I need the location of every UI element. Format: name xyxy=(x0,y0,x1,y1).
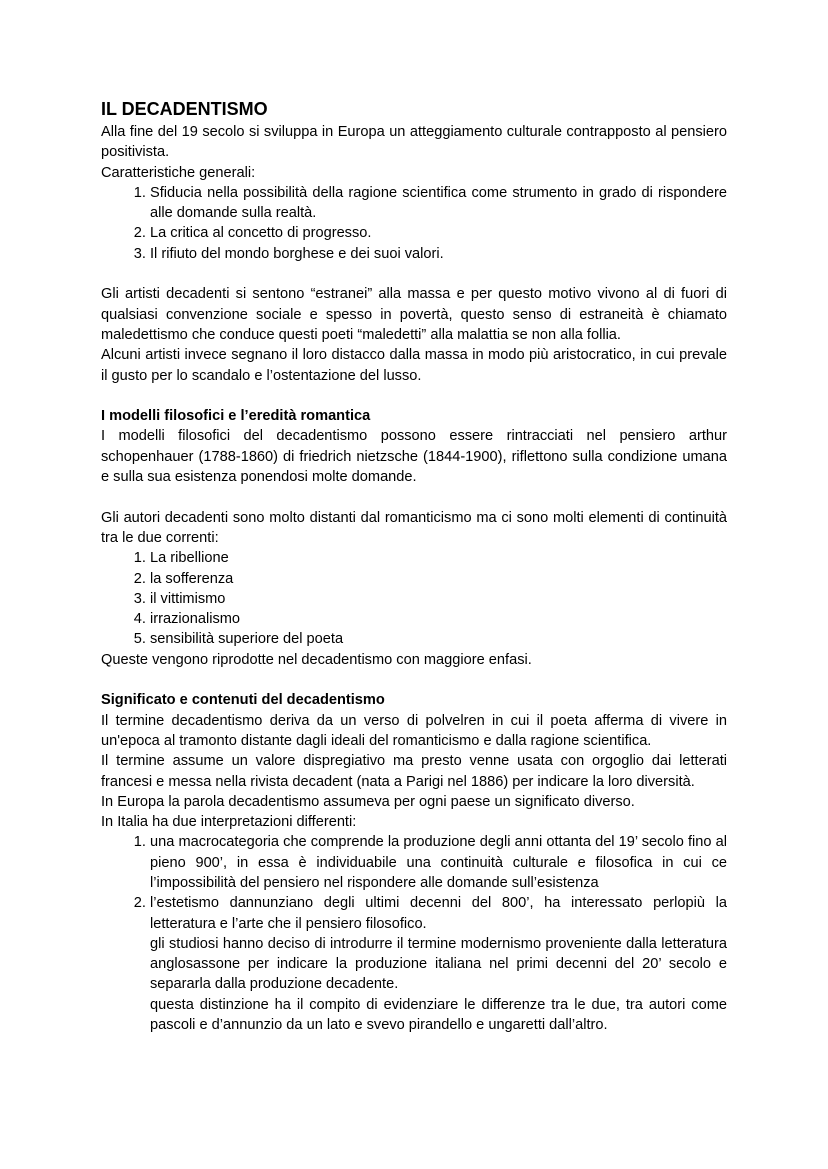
continuity-paragraph: Gli autori decadenti sono molto distanti dal romanticismo ma ci sono molti elementi di continuità tra le due correnti: xyxy=(101,509,727,546)
emphasis-paragraph: Queste vengono riprodotte nel decadentismo con maggiore enfasi. xyxy=(101,651,532,668)
section-heading: Significato e contenuti del decadentismo xyxy=(101,692,385,709)
list-item: 1. Sfiducia nella possibilità della ragione scientifica come strumento in grado di rispondere alle domande sulla realtà. xyxy=(150,183,727,224)
interpretations-list xyxy=(101,832,727,1035)
characteristics-list xyxy=(101,183,727,264)
list-item: 3. il vittimismo xyxy=(150,589,727,609)
meaning-paragraph: Il termine assume un valore dispregiativo ma presto venne usata con orgoglio dai letterati francesi e messa nella rivista decadent (nata a Parigi nel 1886) per indicare la loro diversità. xyxy=(101,753,727,790)
list-item-text: 2. l’estetismo dannunziano degli ultimi decenni del 800’, ha interessato perlopiù la letteratura e l’arte che il pensiero filosofico. xyxy=(150,895,727,932)
list-item: 2. La critica al concetto di progresso. xyxy=(150,223,727,243)
meaning-paragraph: In Italia ha due interpretazioni differenti: xyxy=(101,814,357,831)
list-item: 2. la sofferenza xyxy=(150,569,727,589)
list-item: 1. una macrocategoria che comprende la produzione degli anni ottanta del 19’ secolo fino al pieno 900’, in essa è individuabile una continuità culturale e filosofica in cui ce l’impossibilità del pensiero nel rispondere alle domande sull’esistenza xyxy=(150,832,727,893)
continuity-list xyxy=(101,548,727,649)
characteristics-heading: Caratteristiche generali: xyxy=(101,164,256,181)
meaning-paragraph: Il termine decadentismo deriva da un verso di polvelren in cui il poeta afferma di vivere in un'epoca al tramonto distante dagli ideali del romanticismo e dalla ragione scientifica. xyxy=(101,712,727,749)
list-item: 3. Il rifiuto del mondo borghese e dei suoi valori. xyxy=(150,244,727,264)
list-item: 4. irrazionalismo xyxy=(150,609,727,629)
intro-paragraph: Alla fine del 19 secolo si sviluppa in Europa un atteggiamento culturale contrapposto al pensiero positivista. xyxy=(101,124,727,161)
aristocratic-paragraph: Alcuni artisti invece segnano il loro distacco dalla massa in modo più aristocratico, in cui prevale il gusto per lo scandalo e l’ostentazione del lusso. xyxy=(101,347,727,384)
list-item: 5. sensibilità superiore del poeta xyxy=(150,629,727,649)
list-item-text: gli studiosi hanno deciso di introdurre il termine modernismo proveniente dalla letteratura anglosassone per indicare la produzione italiana nel primi decenni del 20’ secolo e separarla dalla produzione decadente. xyxy=(150,935,727,993)
document-title: IL DECADENTISMO xyxy=(101,99,268,119)
list-item: 1. La ribellione xyxy=(150,548,727,568)
models-paragraph: I modelli filosofici del decadentismo possono essere rintracciati nel pensiero arthur schopenhauer (1788-1860) di friedrich nietzsche (1844-1900), riflettono sulla condizione umana e sulla sua esistenza ponendosi molte domande. xyxy=(101,428,727,486)
list-item xyxy=(150,893,727,1035)
list-item-text: questa distinzione ha il compito di evidenziare le differenze tra le due, tra autori come pascoli e d’annunzio da un lato e svevo pirandello e ungaretti dall’altro. xyxy=(150,996,727,1034)
meaning-paragraph: In Europa la parola decadentismo assumeva per ogni paese un significato diverso. xyxy=(101,793,635,810)
section-heading: I modelli filosofici e l’eredità romantica xyxy=(101,408,371,425)
artists-paragraph: Gli artisti decadenti si sentono “estranei” alla massa e per questo motivo vivono al di fuori di qualsiasi convenzione sociale e spesso in povertà, questo senso di estraneità è chiamato maledettismo che conduce questi poeti “maledetti” alla malattia se non alla follia. xyxy=(101,286,727,343)
